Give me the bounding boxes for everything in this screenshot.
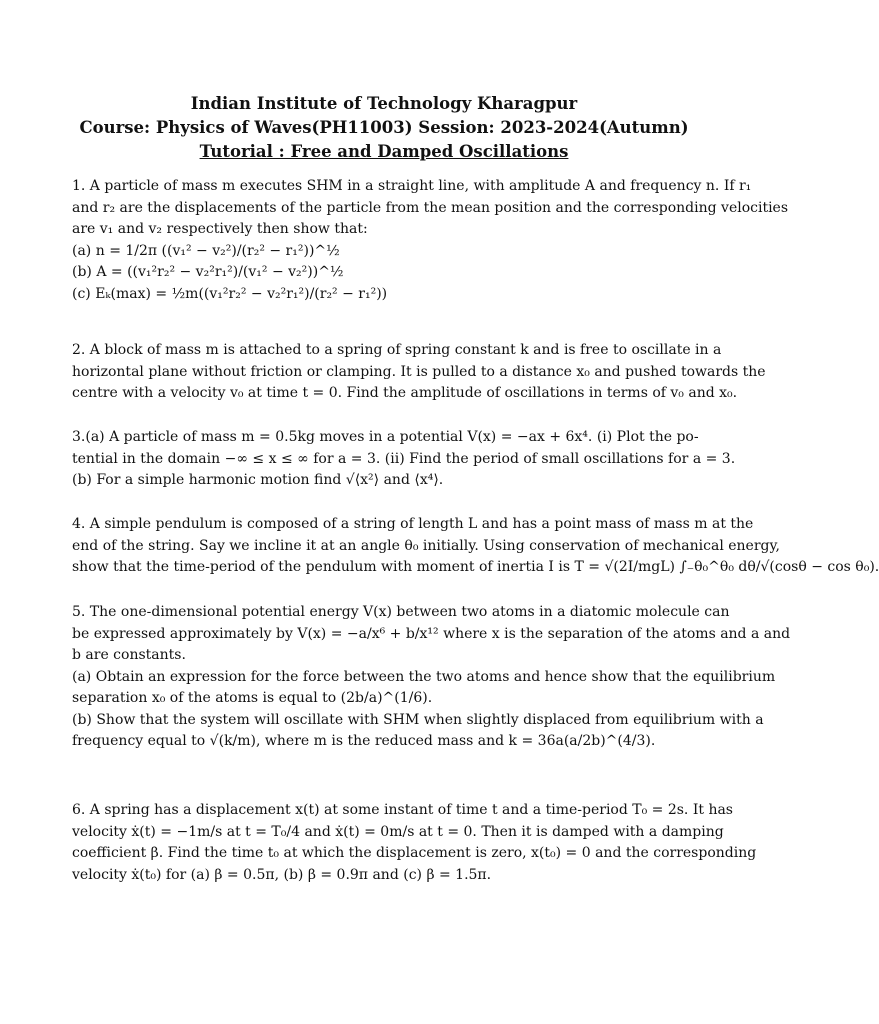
problem-5-line-4: (a) Obtain an expression for the force between the two atoms and hence show that the equilibrium	[72, 668, 776, 685]
problem-3-line-1: 3.(a) A particle of mass m = 0.5kg moves in a potential V(x) = −ax + 6x⁴. (i) Plot the po-	[72, 429, 699, 445]
problem-3	[72, 427, 736, 492]
problem-6-line-2: velocity ẋ(t) = −1m/s at t = T₀/4 and ẋ(t) = 0m/s at t = 0. Then it is damped with a damping	[72, 823, 724, 840]
problem-6-line-1: 6. A spring has a displacement x(t) at some instant of time t and a time-period T₀ = 2s. It has	[72, 802, 733, 818]
problem-5-line-7: frequency equal to √(k/m), where m is the reduced mass and k = 36a(a/2b)^(4/3).	[72, 733, 656, 749]
problem-1-part-c: (c) Eₖ(max) = ½m((v₁²r₂² − v₂²r₁²)/(r₂² − r₁²))	[72, 285, 388, 302]
tutorial-title: Tutorial : Free and Damped Oscillations	[199, 142, 569, 161]
problem-2	[72, 340, 766, 405]
institute-title: Indian Institute of Technology Kharagpur	[190, 94, 578, 113]
problem-5	[72, 602, 791, 753]
problem-4-line-3: show that the time-period of the pendulum with moment of inertia I is T = √(2I/mgL) ∫₋θ₀^θ₀ dθ/√(cosθ − cos θ₀).	[72, 559, 879, 575]
problem-3-line-2: tential in the domain −∞ ≤ x ≤ ∞ for a = 3. (ii) Find the period of small oscillations for a = 3.	[72, 450, 736, 467]
problem-6-line-4: velocity ẋ(t₀) for (a) β = 0.5π, (b) β = 0.9π and (c) β = 1.5π.	[72, 866, 492, 883]
problem-5-line-5: separation x₀ of the atoms is equal to (2b/a)^(1/6).	[72, 690, 433, 706]
problem-1	[72, 176, 789, 305]
problem-2-line-2: horizontal plane without friction or clamping. It is pulled to a distance x₀ and pushed towards the	[72, 363, 766, 380]
problem-1-line-3: are v₁ and v₂ respectively then show that:	[72, 221, 368, 237]
problem-1-line-2: and r₂ are the displacements of the particle from the mean position and the corresponding velocities	[72, 199, 789, 216]
problem-6	[72, 800, 757, 886]
problem-3-line-3: (b) For a simple harmonic motion find √⟨x²⟩ and ⟨x⁴⟩.	[72, 472, 444, 488]
problem-2-line-3: centre with a velocity v₀ at time t = 0. Find the amplitude of oscillations in terms of v₀ and x₀.	[72, 385, 738, 401]
problem-1-line-1: 1. A particle of mass m executes SHM in a straight line, with amplitude A and frequency n. If r₁	[72, 178, 752, 194]
problem-4-line-2: end of the string. Say we incline it at an angle θ₀ initially. Using conservation of mechanical energy,	[72, 537, 780, 554]
problem-1-part-b: (b) A = ((v₁²r₂² − v₂²r₁²)/(v₁² − v₂²))^½	[72, 264, 344, 280]
problem-6-line-3: coefficient β. Find the time t₀ at which the displacement is zero, x(t₀) = 0 and the corresponding	[72, 845, 757, 861]
problem-5-line-1: 5. The one-dimensional potential energy V(x) between two atoms in a diatomic molecule can	[72, 604, 730, 620]
problem-4	[72, 514, 879, 579]
problem-1-part-a: (a) n = 1/2π ((v₁² − v₂²)/(r₂² − r₁²))^½	[72, 242, 340, 259]
problem-5-line-6: (b) Show that the system will oscillate with SHM when slightly displaced from equilibrium with a	[72, 711, 764, 728]
course-title: Course: Physics of Waves(PH11003) Session: 2023-2024(Autumn)	[79, 118, 689, 137]
problem-2-line-1: 2. A block of mass m is attached to a spring of spring constant k and is free to oscillate in a	[72, 342, 722, 358]
problem-5-line-3: b are constants.	[72, 647, 186, 663]
problem-4-line-1: 4. A simple pendulum is composed of a string of length L and has a point mass of mass m at the	[72, 516, 754, 532]
document-header	[0, 92, 768, 164]
problem-5-line-2: be expressed approximately by V(x) = −a/x⁶ + b/x¹² where x is the separation of the atoms and a and	[72, 625, 791, 642]
